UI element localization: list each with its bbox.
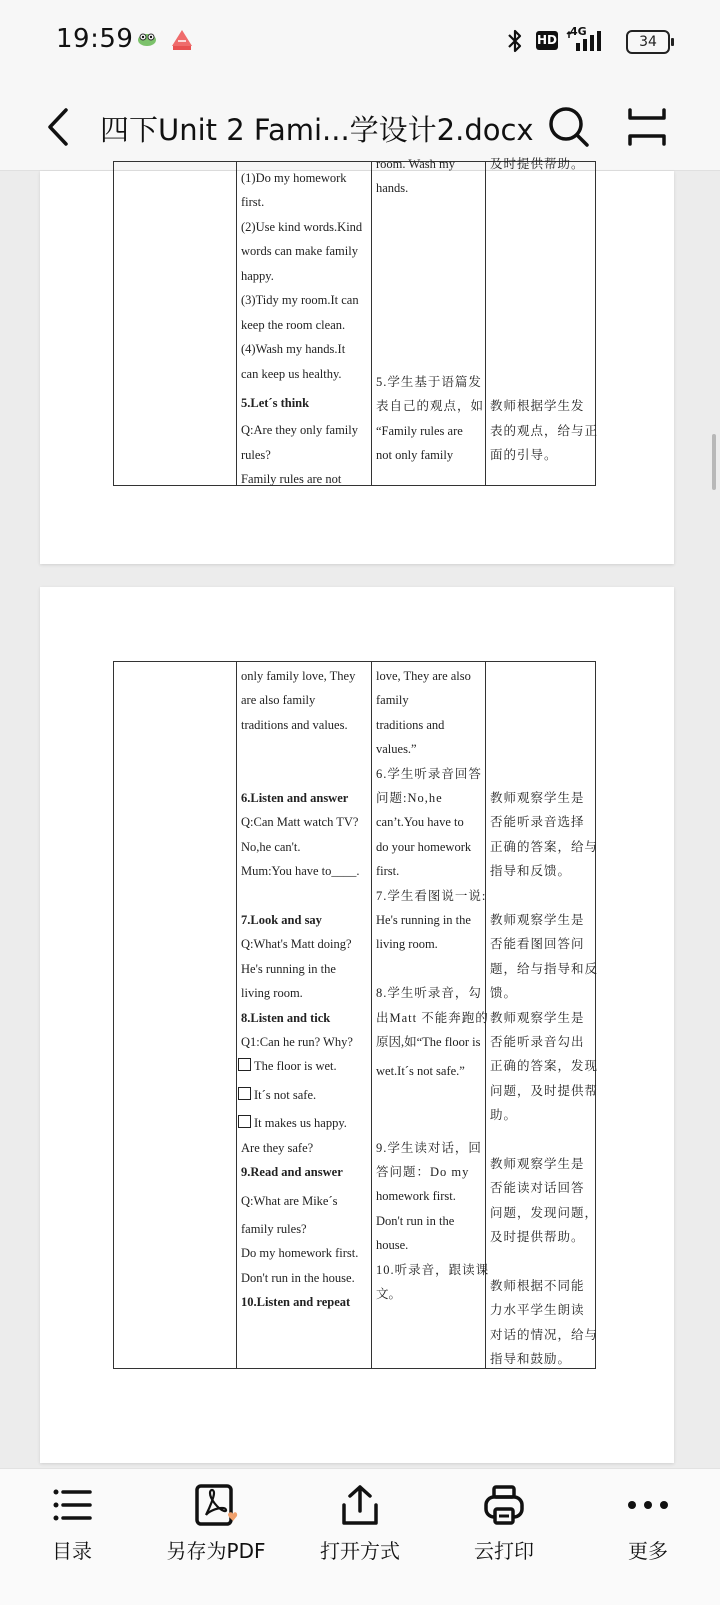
table-row — [114, 162, 596, 486]
text-line: 否能听录音选择 — [490, 815, 585, 829]
checkbox-icon[interactable] — [238, 1058, 251, 1071]
text-line: “Family rules are — [376, 424, 463, 438]
text-line: house. — [376, 1238, 409, 1252]
text-line: Q1:Can he run? Why? — [241, 1035, 353, 1049]
section-heading: 7.Look and say — [241, 913, 322, 927]
text-line: 7.学生看图说一说: — [376, 889, 487, 903]
checkbox-label: It´s not safe. — [254, 1088, 317, 1102]
text-line: Q:Are they only family — [241, 423, 358, 437]
reading-mode-icon[interactable] — [622, 102, 672, 152]
text-line: family — [376, 693, 409, 707]
signal-icon — [566, 29, 606, 53]
text-line: 文。 — [376, 1287, 402, 1301]
checkbox-label: The floor is wet. — [254, 1059, 337, 1073]
text-line: Don't run in the house. — [241, 1271, 355, 1285]
text-line: (2)Use kind words.Kind — [241, 220, 363, 234]
bottom-toolbar — [0, 1468, 720, 1605]
text-line: 指导和鼓励。 — [490, 1352, 572, 1366]
checkbox-label: It makes us happy. — [254, 1116, 347, 1130]
text-line: happy. — [241, 269, 274, 283]
table-cell-teacher-notes — [486, 662, 599, 1369]
text-line: living room. — [376, 937, 438, 951]
text-line: do your homework — [376, 840, 472, 854]
section-heading: 6.Listen and answer — [241, 791, 349, 805]
text-line: 问题:No,he — [376, 791, 443, 805]
checkbox-icon[interactable] — [238, 1087, 251, 1100]
status-time: 19:59 — [56, 24, 134, 54]
text-line: (4)Wash my hands.It — [241, 342, 346, 356]
table-cell-stage — [114, 662, 237, 1369]
text-line: hands. — [376, 181, 409, 195]
frog-app-icon — [136, 30, 158, 48]
text-line: Don't run in the — [376, 1214, 455, 1228]
text-line: 教师观察学生是 — [490, 1011, 585, 1025]
text-line: keep the room clean. — [241, 318, 346, 332]
text-line: homework first. — [376, 1189, 456, 1203]
text-line: traditions and — [376, 718, 445, 732]
text-line: 否能读对话回答 — [490, 1181, 585, 1195]
text-line: can keep us healthy. — [241, 367, 342, 381]
text-line: (1)Do my homework — [241, 171, 347, 185]
printer-icon — [482, 1483, 526, 1527]
cake-app-icon — [170, 28, 194, 52]
text-line: Mum:You have to____. — [241, 864, 360, 878]
text-line: 力水平学生朗读 — [490, 1303, 585, 1317]
cloud-print-label: 云打印 — [474, 1539, 534, 1563]
text-line: 及时提供帮助。 — [490, 1230, 585, 1244]
text-line: room. Wash my — [376, 157, 455, 171]
save-as-pdf-button[interactable] — [144, 1469, 288, 1605]
list-icon — [50, 1483, 94, 1527]
section-heading: 10.Listen and repeat — [241, 1295, 351, 1309]
status-bar — [0, 0, 720, 84]
table-cell-teacher-notes — [486, 157, 599, 486]
document-page-2 — [40, 587, 674, 1463]
table-row — [114, 662, 596, 1369]
document-page-1 — [40, 157, 674, 564]
table-cell-stage — [114, 162, 237, 486]
toc-label: 目录 — [52, 1539, 92, 1563]
table-cell-activities — [237, 162, 372, 486]
hd-badge: HD — [536, 31, 558, 50]
text-line: rules? — [241, 448, 271, 462]
text-line: first. — [241, 195, 265, 209]
section-heading: 8.Listen and tick — [241, 1011, 331, 1025]
text-line: Q:Can Matt watch TV? — [241, 815, 359, 829]
text-line: traditions and values. — [241, 718, 348, 732]
table-cell-student-activities — [372, 662, 490, 1369]
text-line: 答问题：Do my — [376, 1165, 470, 1179]
text-line: Q:What are Mike´s — [241, 1194, 338, 1208]
text-line: 10.听录音，跟读课 — [376, 1263, 490, 1277]
open-with-button[interactable] — [288, 1469, 432, 1605]
text-line: 指导和反馈。 — [490, 864, 572, 878]
text-line: 问题，发现问题， — [490, 1206, 599, 1220]
lesson-table-page-1 — [113, 157, 599, 486]
title-bar — [0, 84, 720, 171]
text-line: living room. — [241, 986, 303, 1000]
back-arrow-icon[interactable] — [36, 102, 86, 152]
save-as-pdf-label: 另存为PDF — [166, 1539, 266, 1563]
checkbox-option[interactable] — [238, 1087, 316, 1103]
more-label: 更多 — [628, 1539, 668, 1563]
lesson-table-page-2 — [113, 661, 599, 1369]
bluetooth-icon — [506, 28, 524, 54]
text-line: only family love, They — [241, 669, 356, 683]
text-line: can’t.You have to — [376, 815, 464, 829]
checkbox-icon[interactable] — [238, 1115, 251, 1128]
text-line: 面的引导。 — [490, 448, 558, 462]
text-line: 教师根据学生发 — [490, 399, 585, 413]
text-line: 教师根据不同能 — [490, 1279, 585, 1293]
text-line: 表自己的观点，如 — [376, 399, 485, 413]
text-line: 问题，及时提供帮 — [490, 1084, 599, 1098]
text-line: 教师观察学生是 — [490, 791, 585, 805]
checkbox-option[interactable] — [238, 1058, 337, 1074]
text-line: values.” — [376, 742, 417, 756]
text-line: 表的观点，给与正 — [490, 424, 599, 438]
checkbox-option[interactable] — [238, 1115, 347, 1131]
search-icon[interactable] — [544, 102, 594, 152]
text-line: 题，给与指导和反 — [490, 962, 599, 976]
text-line: 否能看图回答问 — [490, 937, 585, 951]
text-line: are also family — [241, 693, 316, 707]
text-line: 馈。 — [490, 986, 518, 1000]
open-with-label: 打开方式 — [320, 1539, 400, 1563]
network-type: 4G — [570, 25, 587, 38]
share-icon — [338, 1483, 382, 1527]
table-cell-activities — [237, 662, 372, 1369]
text-line: Are they safe? — [241, 1141, 314, 1155]
text-line: wet.It´s not safe.” — [376, 1064, 465, 1078]
text-line: 及时提供帮助。 — [490, 157, 585, 171]
section-heading: 5.Let´s think — [241, 396, 310, 410]
text-line: love, They are also — [376, 669, 471, 683]
text-line: He's running in the — [241, 962, 336, 976]
text-line: 对话的情况，给与 — [490, 1328, 599, 1342]
text-line: not only family — [376, 448, 454, 462]
scrollbar-thumb[interactable] — [712, 434, 716, 490]
text-line: 教师观察学生是 — [490, 913, 585, 927]
text-line: family rules? — [241, 1222, 307, 1236]
text-line: (3)Tidy my room.It can — [241, 293, 359, 307]
text-line: Family rules are not — [241, 472, 342, 486]
text-line: 8.学生听录音，勾 — [376, 986, 482, 1000]
text-line: 出Matt 不能奔跑的 — [376, 1011, 489, 1025]
text-line: 9.学生读对话，回 — [376, 1141, 482, 1155]
text-line: 正确的答案，给与 — [490, 840, 599, 854]
text-line: first. — [376, 864, 400, 878]
text-line: 否能听录音勾出 — [490, 1035, 585, 1049]
text-line: Q:What's Matt doing? — [241, 937, 352, 951]
text-line: He's running in the — [376, 913, 471, 927]
battery-indicator: 34 — [626, 30, 670, 54]
text-line: words can make family — [241, 244, 358, 258]
more-button[interactable] — [576, 1469, 720, 1605]
table-cell-student-activities — [372, 157, 486, 486]
text-line: No,he can't. — [241, 840, 301, 854]
cloud-print-button[interactable] — [432, 1469, 576, 1605]
text-line: 原因,如“The floor is — [376, 1035, 481, 1049]
text-line: Do my homework first. — [241, 1246, 359, 1260]
section-heading: 9.Read and answer — [241, 1165, 343, 1179]
document-title: 四下Unit 2 Fami...学设计2.docx — [100, 113, 534, 147]
text-line: 6.学生听录音回答 — [376, 767, 482, 781]
text-line: 5.学生基于语篇发 — [376, 375, 482, 389]
text-line: 正确的答案，发现 — [490, 1059, 599, 1073]
text-line: 教师观察学生是 — [490, 1157, 585, 1171]
more-icon — [626, 1483, 670, 1527]
text-line: 助。 — [490, 1108, 518, 1122]
toc-button[interactable] — [0, 1469, 144, 1605]
pdf-icon — [194, 1483, 238, 1527]
